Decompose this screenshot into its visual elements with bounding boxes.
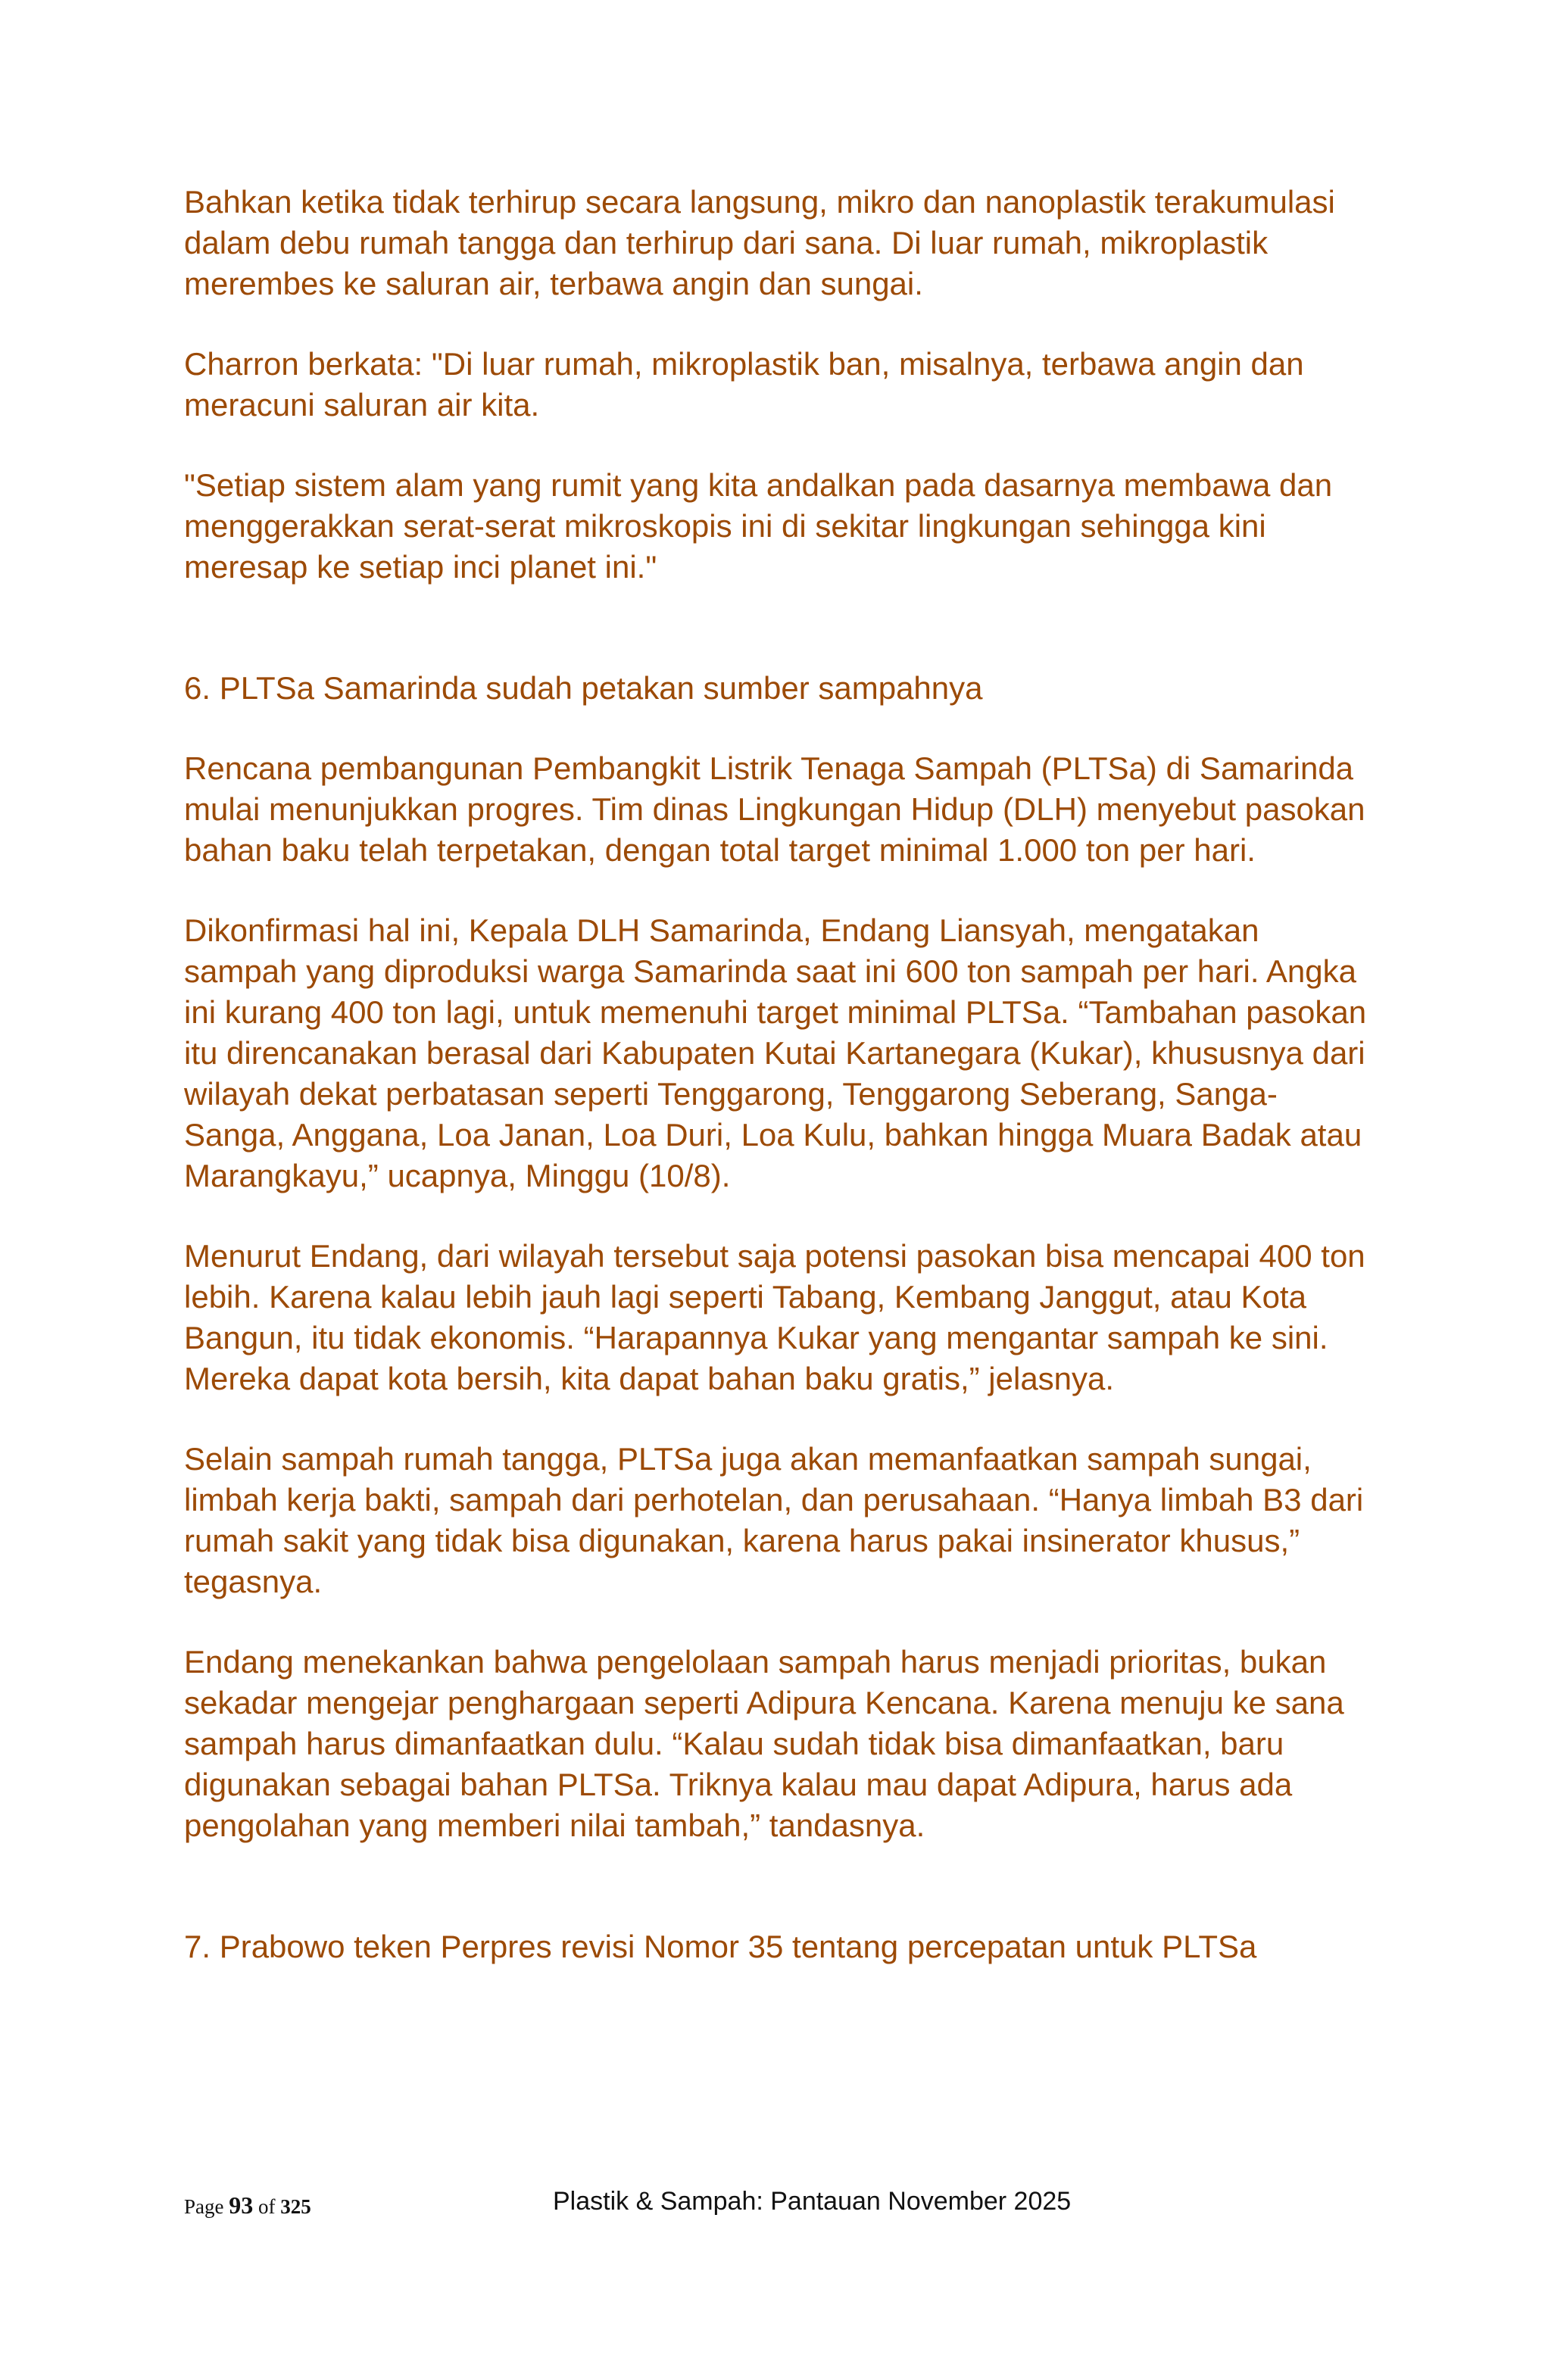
section-6-paragraph-1: Rencana pembangunan Pembangkit Listrik Tenaga Sampah (PLTSa) di Samarinda mulai menunjukkan progres. Tim dinas Lingkungan Hidup (DLH) menyebut pasokan bahan baku telah terpetakan, dengan total target minimal 1.000 ton per hari. xyxy=(184,750,1365,868)
page-number xyxy=(184,2191,311,2219)
paragraph-natural-systems-quote: "Setiap sistem alam yang rumit yang kita andalkan pada dasarnya membawa dan menggerakkan serat-serat mikroskopis ini di sekitar lingkungan sehingga kini meresap ke setiap inci planet ini." xyxy=(184,467,1333,585)
paragraph-microplastic-dust: Bahkan ketika tidak terhirup secara langsung, mikro dan nanoplastik terakumulasi dalam debu rumah tangga dan terhirup dari sana. Di luar rumah, mikroplastik merembes ke saluran air, terbawa angin dan sungai. xyxy=(184,184,1335,301)
paragraph-charron-quote: Charron berkata: "Di luar rumah, mikroplastik ban, misalnya, terbawa angin dan meracuni saluran air kita. xyxy=(184,346,1304,423)
section-gap xyxy=(184,627,1373,668)
of-label: of xyxy=(257,2195,276,2218)
section-6-paragraph-3: Menurut Endang, dari wilayah tersebut saja potensi pasokan bisa mencapai 400 ton lebih. Karena kalau lebih jauh lagi seperti Tabang, Kembang Janggut, atau Kota Bangun, itu tidak ekonomis. “Harapannya Kukar yang mengantar sampah ke sini. Mereka dapat kota bersih, kita dapat bahan baku gratis,” jelasnya. xyxy=(184,1238,1365,1396)
page-footer xyxy=(184,2187,1373,2225)
section-6-paragraph-5: Endang menekankan bahwa pengelolaan sampah harus menjadi prioritas, bukan sekadar mengejar penghargaan seperti Adipura Kencana. Karena menuju ke sana sampah harus dimanfaatkan dulu. “Kalau sudah tidak bisa dimanfaatkan, baru digunakan sebagai bahan PLTSa. Triknya kalau mau dapat Adipura, harus ada pengolahan yang memberi nilai tambah,” tandasnya. xyxy=(184,1644,1344,1843)
section-gap xyxy=(184,1886,1373,1926)
section-6-paragraph-2: Dikonfirmasi hal ini, Kepala DLH Samarinda, Endang Liansyah, mengatakan sampah yang diproduksi warga Samarinda saat ini 600 ton sampah per hari. Angka ini kurang 400 ton lagi, untuk memenuhi target minimal PLTSa. “Tambahan pasokan itu direncanakan berasal dari Kabupaten Kutai Kartanegara (Kukar), khususnya dari wilayah dekat perbatasan seperti Tenggarong, Tenggarong Seberang, Sanga-Sanga, Anggana, Loa Janan, Loa Duri, Loa Kulu, bahkan hingga Muara Badak atau Marangkayu,” ucapnya, Minggu (10/8). xyxy=(184,912,1367,1193)
document-title: Plastik & Sampah: Pantauan November 2025 xyxy=(553,2187,1072,2216)
page-label: Page xyxy=(184,2195,224,2218)
section-6-paragraph-4: Selain sampah rumah tangga, PLTSa juga akan memanfaatkan sampah sungai, limbah kerja bakti, sampah dari perhotelan, dan perusahaan. “Hanya limbah B3 dari rumah sakit yang tidak bisa digunakan, karena harus pakai insinerator khusus,” tegasnya. xyxy=(184,1441,1364,1599)
total-pages: 325 xyxy=(280,2195,311,2218)
current-page-number: 93 xyxy=(229,2191,254,2219)
section-7-heading: 7. Prabowo teken Perpres revisi Nomor 35 tentang percepatan untuk PLTSa xyxy=(184,1929,1257,1964)
section-6-heading: 6. PLTSa Samarinda sudah petakan sumber sampahnya xyxy=(184,670,983,706)
article-body xyxy=(184,182,1373,2007)
